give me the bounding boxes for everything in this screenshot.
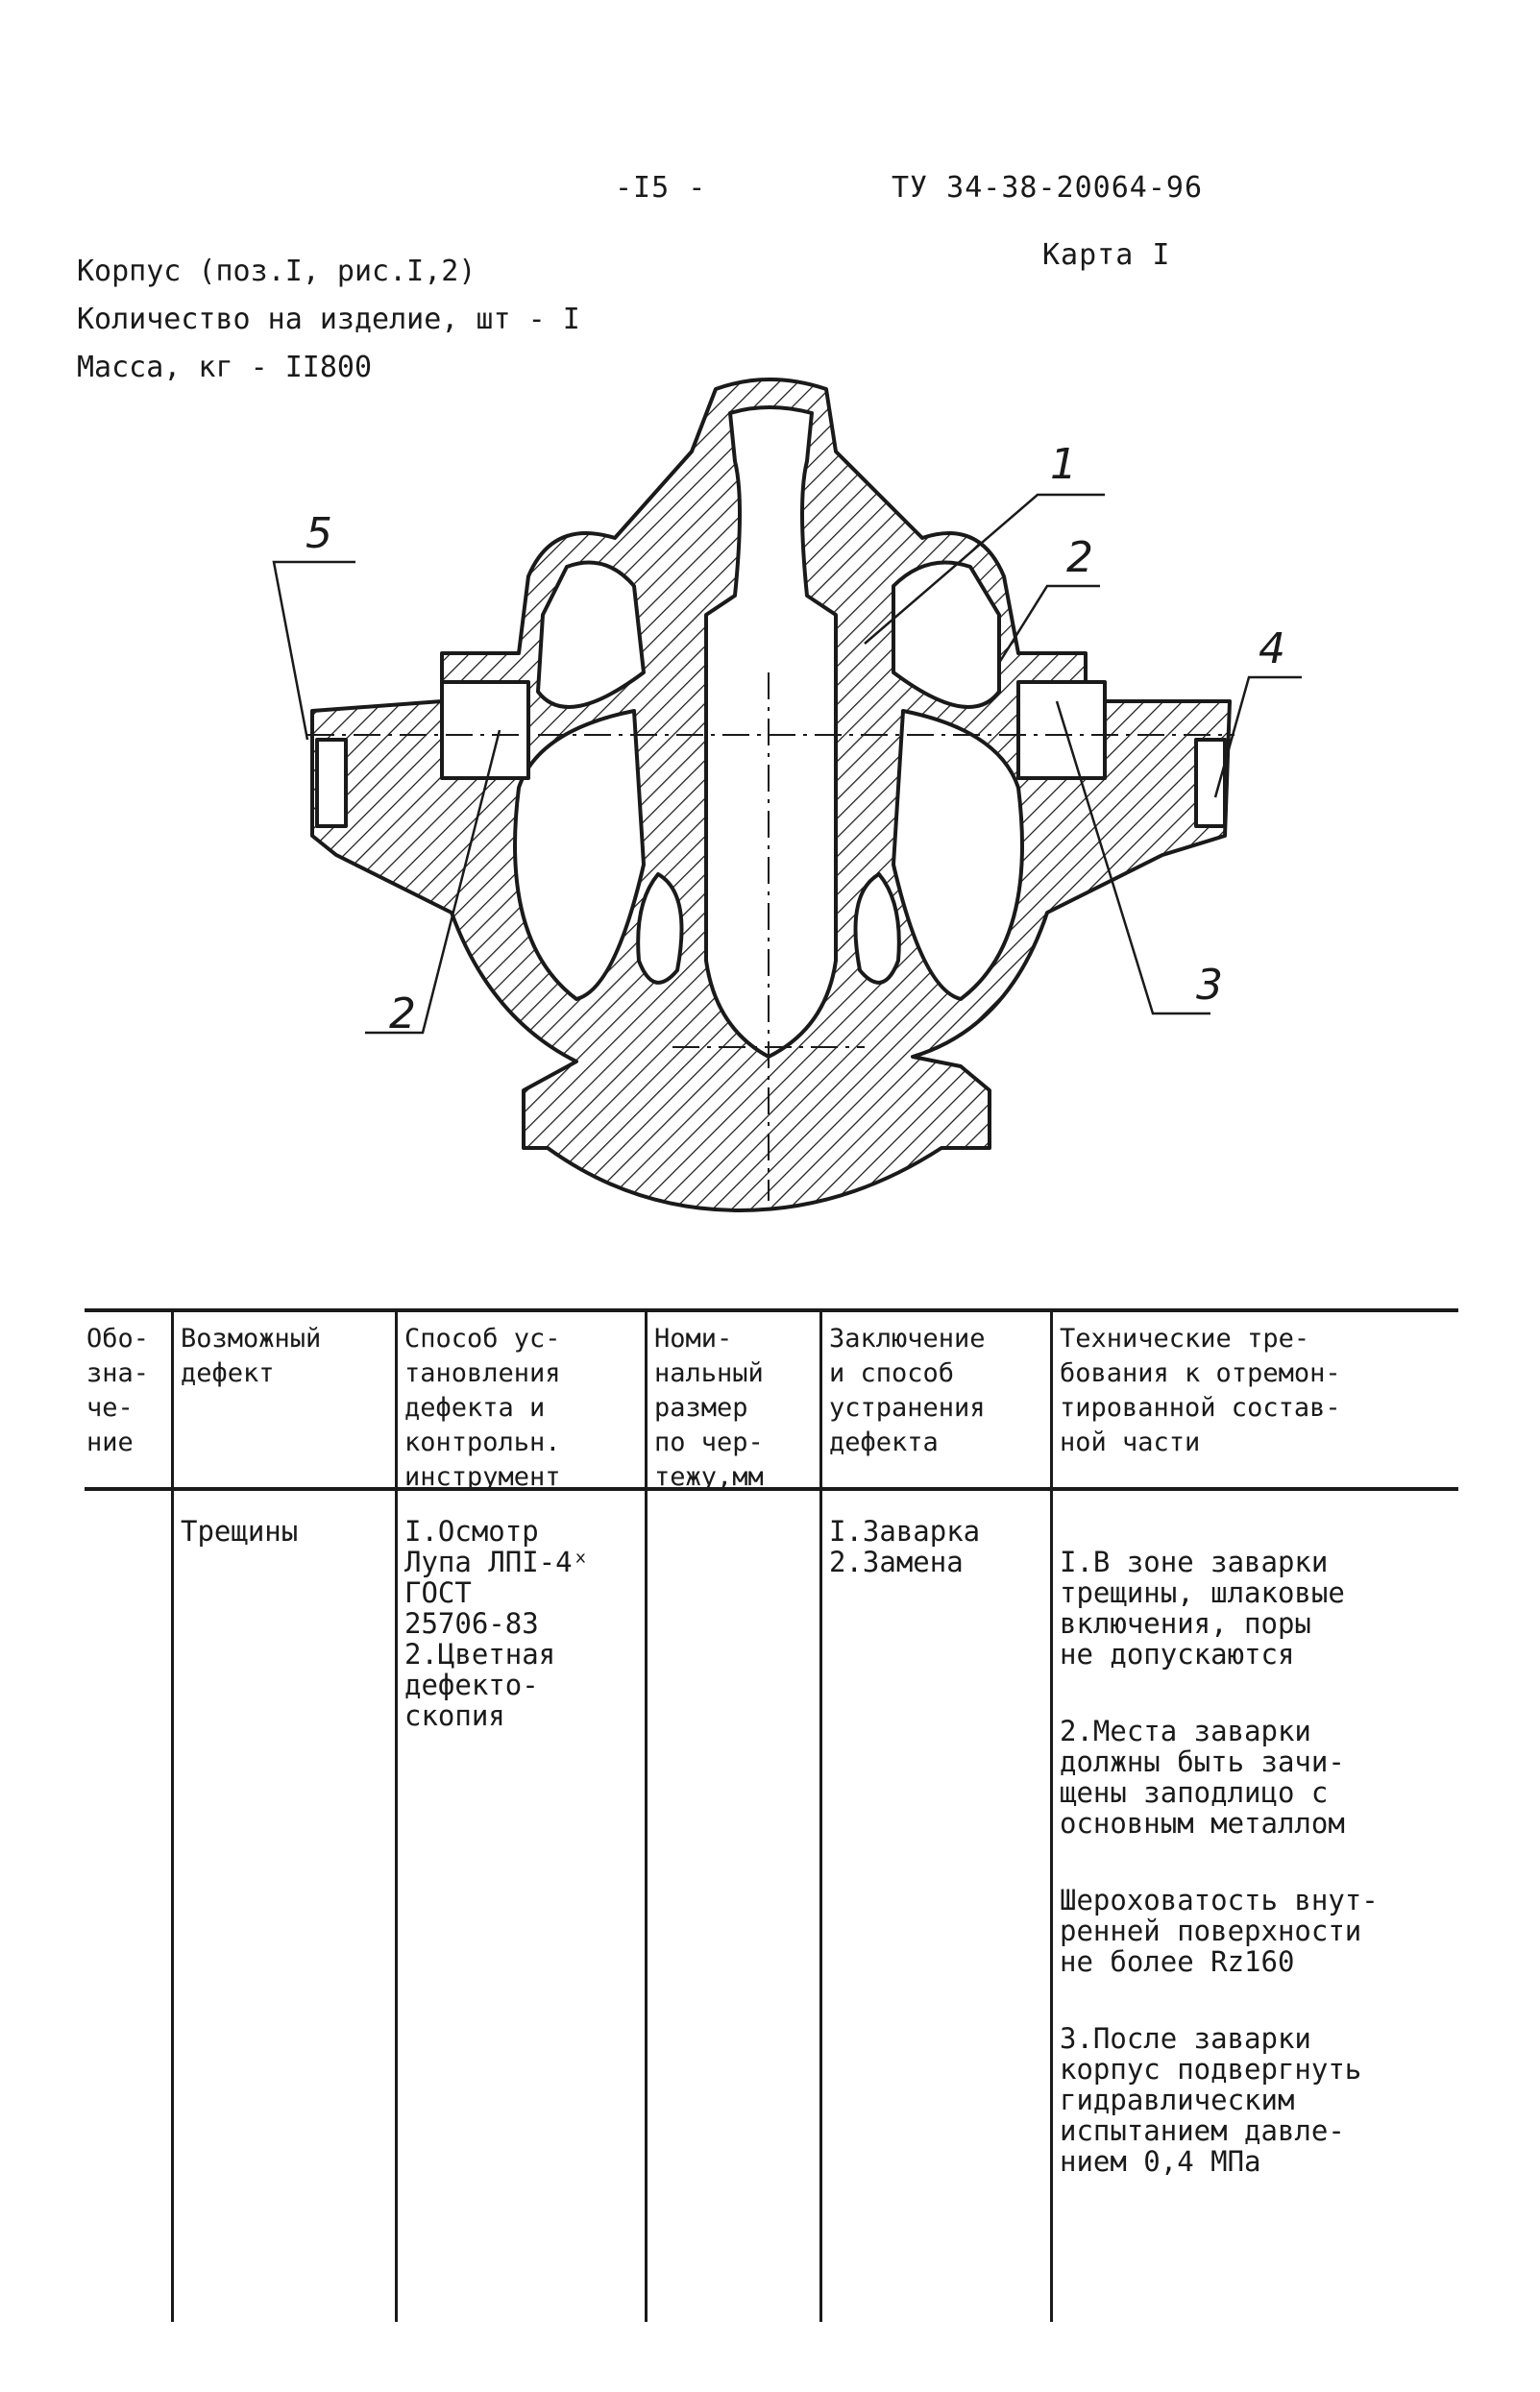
callout-2-right: 2 xyxy=(1066,533,1093,582)
header-conclusion: Заключение и способ устранения дефекта xyxy=(829,1324,986,1457)
header-nominal-size: Номи- нальный размер по чер- тежу,мм xyxy=(654,1324,764,1492)
page-number: -I5 - xyxy=(615,171,707,205)
callout-3: 3 xyxy=(1196,961,1223,1010)
column-divider xyxy=(819,1308,822,2322)
callout-2-left: 2 xyxy=(389,989,416,1038)
requirement-item: 3.После заварки корпус подвергнуть гидравлическим испытанием давле- нием 0,4 MПа xyxy=(1060,2022,1362,2178)
left-flange-bore xyxy=(442,682,528,778)
table-top-rule xyxy=(85,1308,1458,1312)
cell-defect: Трещины xyxy=(181,1515,299,1548)
cell-technical-requirements xyxy=(1060,1516,1455,2223)
header-technical-requirements: Технические тре- бования к отремон- тированной состав- ной части xyxy=(1060,1324,1341,1457)
part-mass-line: Масса, кг - II800 xyxy=(77,351,373,384)
header-defect: Возможный дефект xyxy=(181,1324,322,1388)
card-label: Карта I xyxy=(1042,238,1171,272)
requirement-item: 2.Места заварки должны быть зачи- щены заподлицо с основным металлом xyxy=(1060,1715,1345,1840)
callout-5: 5 xyxy=(306,509,332,558)
header-designation: Обо- зна- че- ние xyxy=(86,1324,150,1457)
column-divider xyxy=(645,1308,648,2322)
column-divider xyxy=(171,1308,174,2322)
callout-4: 4 xyxy=(1259,624,1285,673)
part-name-line: Корпус (поз.I, рис.I,2) xyxy=(77,255,477,288)
defect-table xyxy=(85,1308,1458,2322)
part-quantity-line: Количество на изделие, шт - I xyxy=(77,303,580,336)
callout-1: 1 xyxy=(1050,440,1077,489)
left-foot-slot xyxy=(317,740,346,826)
header-detection-method: Способ ус- тановления дефекта и контрольн. инструмент xyxy=(404,1324,561,1492)
cell-detection-method: I.Осмотр Лупа ЛПI-4ˣ ГОСТ 25706-83 2.Цветная дефекто- скопия xyxy=(404,1515,590,1732)
requirement-item: I.В зоне заварки трещины, шлаковые включения, поры не допускаются xyxy=(1060,1546,1345,1671)
right-foot-slot xyxy=(1196,740,1225,826)
right-flange-bore xyxy=(1018,682,1105,778)
requirement-item: Шероховатость внут- ренней поверхности не более Rz160 xyxy=(1060,1884,1379,1978)
column-divider xyxy=(395,1308,398,2322)
document-code: ТУ 34-38-20064-96 xyxy=(892,171,1204,205)
column-divider xyxy=(1050,1308,1053,2322)
cell-conclusion: I.Заварка 2.Замена xyxy=(829,1515,981,1578)
